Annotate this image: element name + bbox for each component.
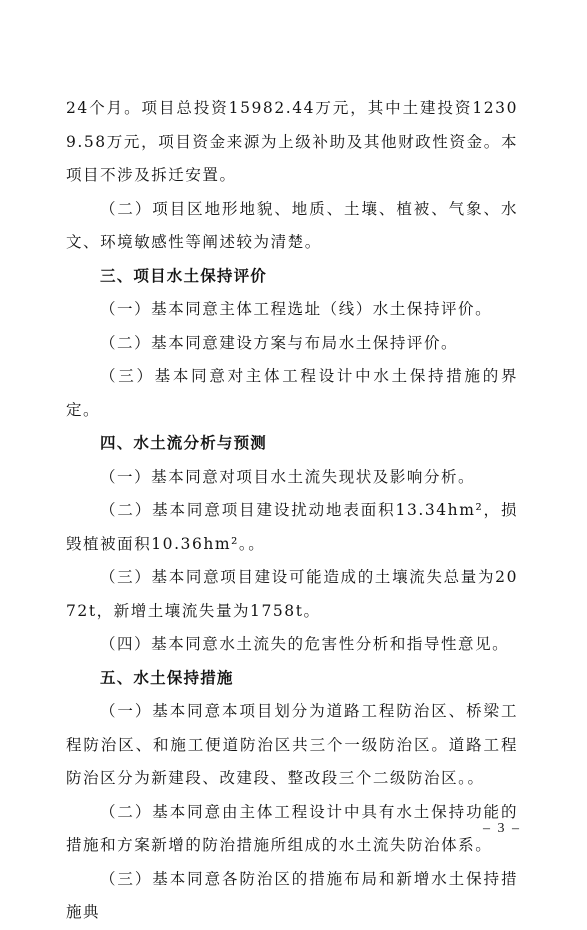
paragraph-terrain: （二）项目区地形地貌、地质、土壤、植被、气象、水文、环境敏感性等阐述较为清楚。 (66, 199, 518, 251)
paragraph-4-3: （三）基本同意项目建设可能造成的土壤流失总量为2072t，新增土壤流失量为1758t。 (66, 568, 518, 620)
heading-section-3: 三、项目水土保持评价 (100, 266, 268, 285)
paragraph-5-1: （一）基本同意本项目划分为道路工程防治区、桥梁工程防治区、和施工便道防治区共三个一级防治区。道路工程防治区分为新建段、改建段、整改段三个二级防治区。。 (66, 702, 518, 787)
paragraph-4-1: （一）基本同意对项目水土流失现状及影响分析。 (100, 467, 476, 486)
paragraph-4-4: （四）基本同意水土流失的危害性分析和指导性意见。 (100, 635, 510, 653)
heading-section-4: 四、水土流分析与预测 (100, 434, 268, 452)
paragraph-3-3: （三）基本同意对主体工程设计中水土保持措施的界定。 (66, 367, 518, 419)
page-number: – 3 – (483, 821, 521, 836)
document-body (66, 92, 518, 930)
heading-section-5: 五、水土保持措施 (100, 668, 234, 687)
paragraph-investment: 24个月。项目总投资15982.44万元，其中土建投资12309.58万元，项目资金来源为上级补助及其他财政性资金。本项目不涉及拆迁安置。 (66, 99, 518, 184)
paragraph-5-3: （三）基本同意各防治区的措施布局和新增水土保持措施典 (66, 869, 518, 921)
paragraph-3-2: （二）基本同意建设方案与布局水土保持评价。 (100, 333, 459, 352)
paragraph-4-2: （二）基本同意项目建设扰动地表面积13.34hm²，损毁植被面积10.36hm²。。 (66, 501, 518, 553)
paragraph-5-2: （二）基本同意由主体工程设计中具有水土保持功能的措施和方案新增的防治措施所组成的水土流失防治体系。 (66, 802, 518, 854)
paragraph-3-1: （一）基本同意主体工程选址（线）水土保持评价。 (100, 300, 493, 318)
